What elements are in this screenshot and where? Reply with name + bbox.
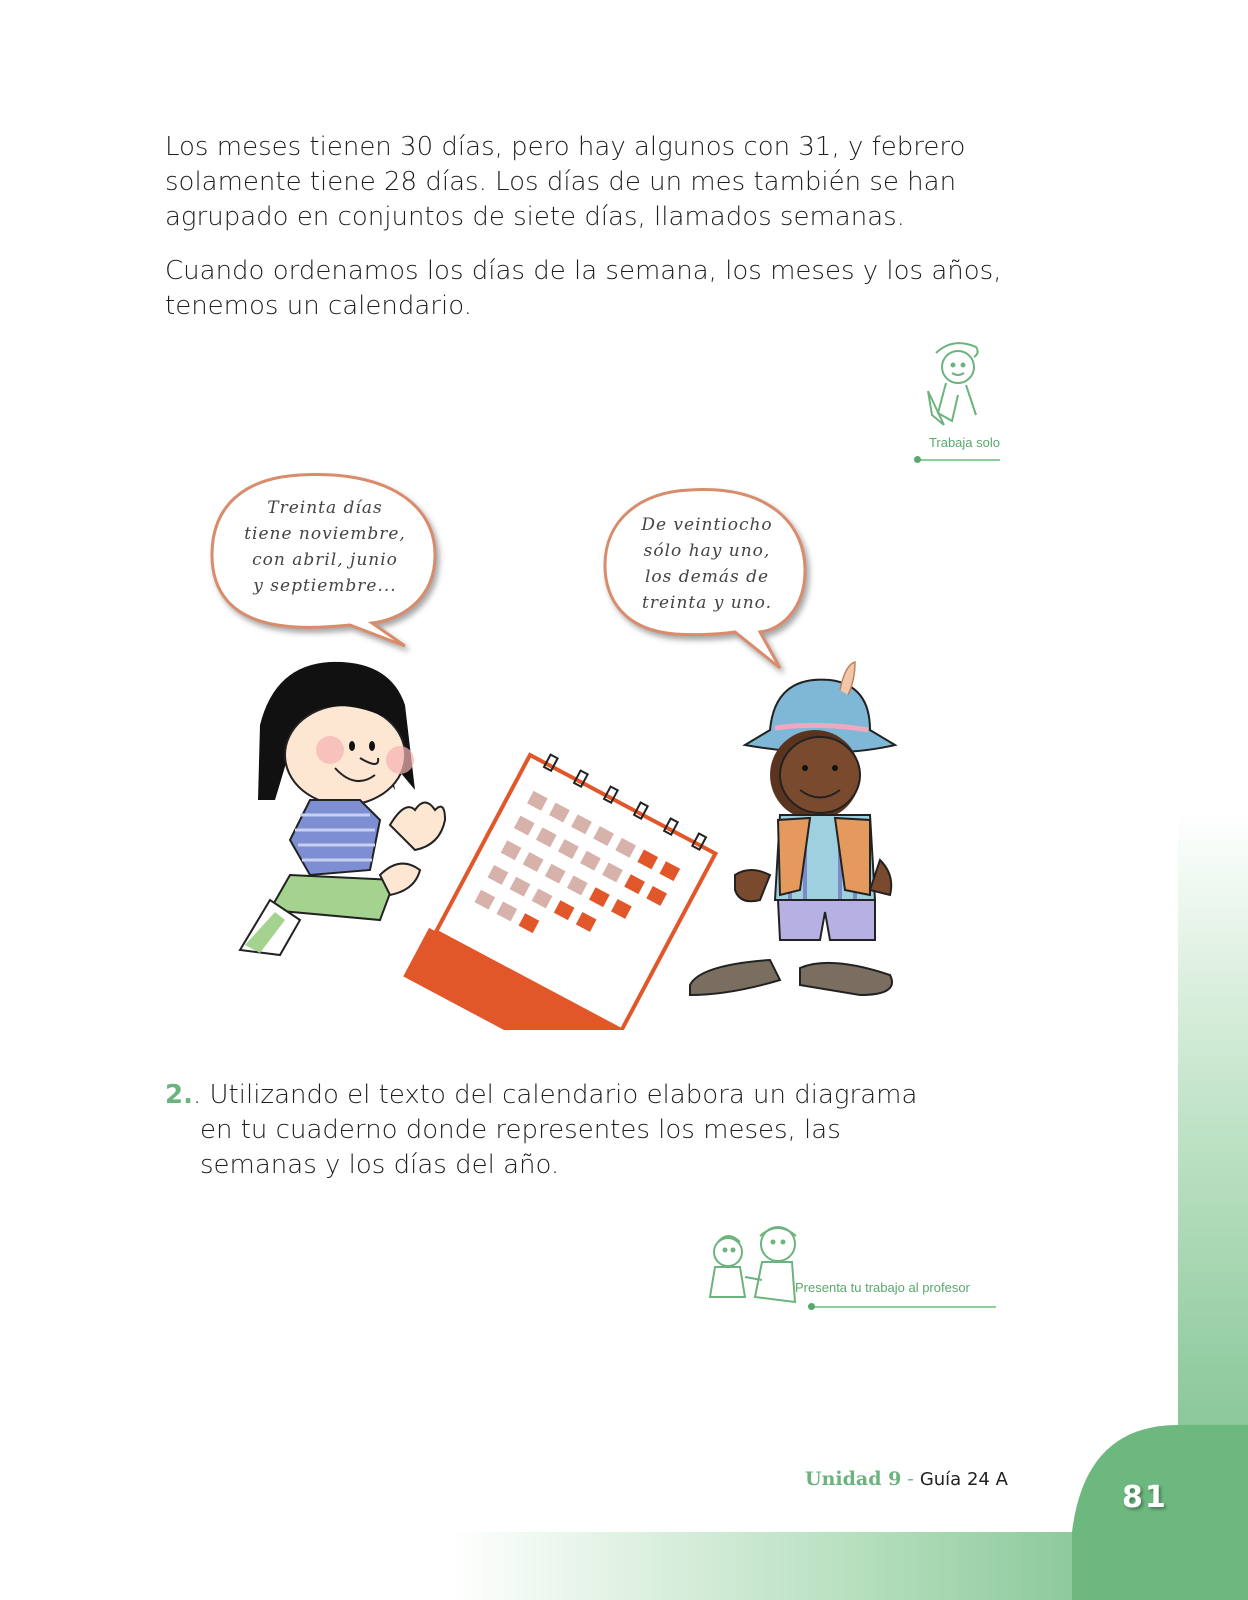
work-alone-label: Trabaja solo [928, 435, 1000, 450]
intro-paragraph: Los meses tienen 30 días, pero hay algunos con 31, y febrero solamente tiene 28 días. Los días de un mes también se han agrupado en conjuntos de siete días, llamados semanas. [165, 132, 966, 232]
unit-label: Unidad 9 [805, 1468, 902, 1490]
boy-character [690, 662, 895, 995]
calendar-paragraph: Cuando ordenamos los días de la semana, los meses y los años, tenemos un calendario. [165, 256, 1002, 321]
exercise-2 [165, 1078, 925, 1183]
right-bubble-text: De veintiocho sólo hay uno, los demás de treinta y uno. [641, 515, 773, 613]
girl-character [240, 662, 445, 955]
footer-separator: - [901, 1468, 920, 1490]
illustration [230, 650, 930, 1030]
two-children-icon [700, 1222, 810, 1307]
child-reading-icon [918, 335, 998, 435]
present-dot [808, 1303, 815, 1310]
exercise-number: 2. [165, 1080, 193, 1110]
exercise-text: . Utilizando el texto del calendario elabora un diagrama en tu cuaderno donde representes los meses, las semanas y los días del año. [193, 1080, 918, 1180]
page-number: 81 [1122, 1480, 1168, 1515]
left-bubble-text: Treinta días tiene noviembre, con abril, junio y septiembre... [244, 498, 406, 596]
footer-unit-guide [805, 1468, 1008, 1490]
present-rule [812, 1306, 996, 1308]
work-alone-badge [910, 335, 1000, 465]
calendar-icon [403, 742, 727, 1030]
guide-label: Guía 24 A [919, 1469, 1008, 1490]
present-label: Presenta tu trabajo al profesor [795, 1280, 970, 1295]
